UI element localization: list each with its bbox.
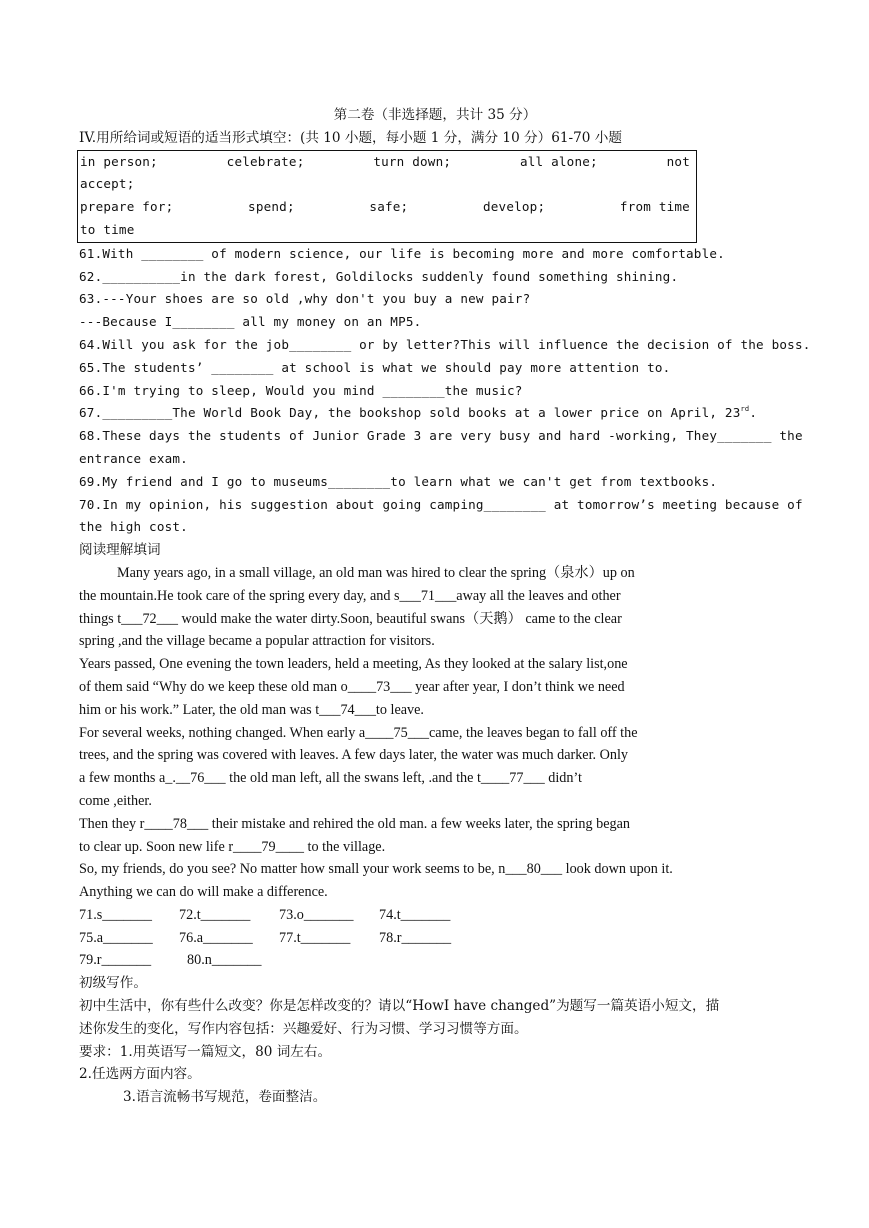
fill-in-questions (79, 243, 811, 539)
question-61: 61.With ________ of modern science, our life is becoming more and more comfortable. (79, 245, 725, 261)
word-bank-row-1-cont (78, 173, 690, 196)
section-title: 第二卷（非选择题，共计 35 分） (333, 107, 537, 123)
answer-blank-77: 77.t_______ (279, 929, 351, 946)
word-item: turn down; (373, 153, 452, 169)
question-62: 62.__________in the dark forest, Goldilocks suddenly found something shining. (79, 268, 679, 284)
word-item: develop; (482, 199, 546, 215)
writing-requirement-2: 2.任选两方面内容。 (79, 1066, 201, 1083)
answer-blank-72: 72.t_______ (179, 906, 251, 923)
writing-requirement-1: 要求：1.用英语写一篇短文，80 词左右。 (79, 1043, 332, 1060)
ordinal-suffix: rd (740, 405, 750, 414)
answer-blank-74: 74.t_______ (379, 906, 451, 923)
passage-line: things t___72___ would make the water dirty.Soon, beautiful swans（天鹅） came to the clear (79, 610, 622, 627)
question-66: 66.I'm trying to sleep, Would you mind ________the music? (79, 382, 523, 398)
part4-heading: IV.用所给词或短语的适当形式填空：(共 10 小题，每小题 1 分，满分 10 分）61-70 小题 (79, 129, 622, 146)
question-68-cont: entrance exam. (79, 450, 188, 466)
word-item: not (666, 153, 690, 169)
question-67-end: . (749, 405, 758, 421)
answer-blank-78: 78.r_______ (379, 929, 452, 946)
word-item: accept; (80, 176, 135, 192)
passage-line: the mountain.He took care of the spring every day, and s___71___away all the leaves and other (79, 587, 621, 604)
answer-row-1 (79, 904, 791, 927)
question-67 (79, 402, 791, 425)
passage-line: For several weeks, nothing changed. When early a____75___came, the leaves began to fall off the (79, 724, 638, 741)
passage-line: Then they r____78___ their mistake and rehired the old man. a few weeks later, the spring began (79, 815, 630, 832)
word-item: safe; (369, 199, 409, 215)
writing-heading: 初级写作。 (79, 975, 147, 992)
question-69: 69.My friend and I go to museums________to learn what we can't get from textbooks. (79, 473, 718, 489)
writing-prompt-line-1: 初中生活中，你有些什么改变？你是怎样改变的？请以“HowI have changed”为题写一篇英语小短文，描 (79, 998, 720, 1015)
writing-prompt-line-2: 述你发生的变化，写作内容包括：兴趣爱好、行为习惯、学习习惯等方面。 (79, 1020, 528, 1037)
reading-heading: 阅读理解填词 (79, 542, 161, 559)
passage-line: come ,either. (79, 792, 152, 809)
answer-blank-73: 73.o_______ (279, 906, 354, 923)
word-item: in person; (80, 153, 158, 169)
word-bank-row-2 (78, 196, 690, 219)
word-bank-row-2-cont (78, 219, 690, 242)
passage-line: a few months a_.__76___ the old man left, all the swans left, .and the t____77___ didn’t (79, 770, 582, 787)
word-item: spend; (248, 199, 295, 215)
word-item: from time (619, 199, 690, 215)
answer-blank-76: 76.a_______ (179, 929, 253, 946)
question-63-answer: ---Because I________ all my money on an MP5. (79, 314, 422, 330)
reading-passage (79, 562, 791, 904)
word-item: all alone; (519, 153, 598, 169)
question-67-text: 67._________The World Book Day, the bookshop sold books at a lower price on April, 23 (79, 405, 741, 421)
passage-line: of them said “Why do we keep these old man o____73___ year after year, I don’t think we need (79, 678, 625, 695)
passage-line: Years passed, One evening the town leaders, held a meeting, As they looked at the salary list,one (79, 656, 628, 673)
word-bank-row-1 (78, 151, 690, 174)
question-64: 64.Will you ask for the job________ or by letter?This will influence the decision of the boss. (79, 336, 811, 352)
word-item: prepare for; (80, 199, 174, 215)
question-65: 65.The students’ ________ at school is what we should pay more attention to. (79, 359, 671, 375)
answer-blank-79: 79.r_______ (79, 952, 152, 969)
answer-blank-80: 80.n_______ (187, 952, 262, 969)
question-68: 68.These days the students of Junior Grade 3 are very busy and hard -working, They_______ the (79, 428, 803, 444)
question-63: 63.---Your shoes are so old ,why don't you buy a new pair? (79, 291, 531, 307)
passage-line: Many years ago, in a small village, an old man was hired to clear the spring（泉水）up on (117, 564, 635, 581)
word-item: to time (80, 221, 135, 237)
answer-row-2 (79, 927, 791, 950)
answer-blank-71: 71.s_______ (79, 906, 152, 923)
word-bank-box (77, 150, 697, 243)
passage-line: trees, and the spring was covered with leaves. A few days later, the water was much darker. Only (79, 747, 629, 764)
answer-blanks (79, 904, 791, 972)
passage-line: to clear up. Soon new life r____79____ to the village. (79, 838, 386, 855)
passage-line: Anything we can do will make a difference. (79, 884, 328, 901)
passage-line: him or his work.” Later, the old man was t___74___to leave. (79, 701, 424, 718)
question-70-cont: the high cost. (79, 519, 188, 535)
answer-blank-75: 75.a_______ (79, 929, 153, 946)
passage-line: spring ,and the village became a popular attraction for visitors. (79, 633, 435, 650)
question-70: 70.In my opinion, his suggestion about going camping________ at tomorrow’s meeting because of (79, 496, 803, 512)
word-item: celebrate; (226, 153, 305, 169)
writing-section (79, 972, 791, 1109)
answer-row-3 (79, 949, 791, 972)
exam-page (79, 104, 811, 1109)
passage-line: So, my friends, do you see? No matter how small your work seems to be, n___80___ look down upon it. (79, 861, 673, 878)
writing-requirement-3: 3.语言流畅书写规范，卷面整洁。 (123, 1089, 327, 1106)
